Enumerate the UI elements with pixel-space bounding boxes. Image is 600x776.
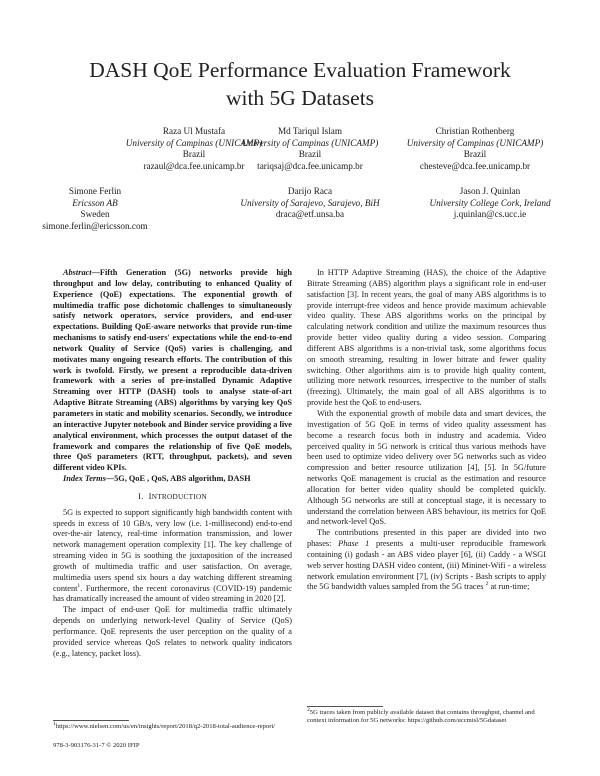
author-block [215,186,405,221]
footnote-2: $^2$5G traces taken from publicly available dataset that contains throughput, channel and context information for 5G networks: https://github.com/uccmisl/5Gdataset [307,706,535,725]
author-name: Md Tariqul Islam [277,126,342,136]
author-email: simone.ferlin@ericsson.com [42,220,148,231]
author-email: chesteve@dca.fee.unicamp.br [419,160,531,171]
footnote-1: $^1$https://www.nielsen.com/us/en/insights/report/2018/q2-2018-total-audience-report/ [53,720,276,730]
right-paragraph-1: In HTTP Adaptive Streaming (HAS), the choice of the Adaptive Bitrate Streaming (ABS) algorithm plays a significant role in end-user satisfaction [3]. In recent years, the goal of many ABS algorithms is to provide interrupt-free videos and hence provide maximum achievable video quality. These ABS algorithms works on the principal by calculating network condition and utilize the maximum resources thus provide better video quality during a video session. Comparing different ABS algorithms is a non-trivial task, some algorithms focus on smooth streaming, resulting in lower bitrate and fewer quality switching. Other algorithms aim is to provide high quality content, utilizing more network resources, irrespective to the number of stalls (freezing). Ultimately, the main goal of all ABS algorithms is to provide best the QoE to end-users. [307,268,546,408]
index-terms-label: Index Terms [63,474,106,484]
author-country: Brazil [463,149,487,160]
author-name: Christian Rothenberg [435,126,515,136]
author-email: razaul@dca.fee.unicamp.br [143,160,245,171]
author-affiliation: University College Cork, Ireland [429,197,551,208]
title-line-2: with 5G Datasets [225,86,375,110]
title-line-1: DASH QoE Performance Evaluation Framework [89,58,511,82]
author-email: tariqsaj@dca.fee.unicamp.br [257,160,363,171]
abstract-label: Abstract [63,268,92,277]
footnote-rule-right [307,706,383,707]
right-column [307,268,546,593]
author-affiliation: University of Campinas (UNICAMP) [406,137,544,148]
author-block [395,186,585,221]
author-name: Darijo Raca [287,186,333,196]
author-block [0,186,190,232]
intro-paragraph-2: The impact of end-user QoE for multimedia traffic ultimately depends on underlying network-level Quality of Service (QoS) performance. QoE represents the user perception on the quality of a provided service whereas QoS relates to network quality indicators (e.g., latency, packet loss). [53,605,292,658]
footnote-marker: 1 [77,582,81,589]
author-block [215,126,405,172]
author-affiliation: Ericsson AB [72,197,118,208]
author-country: Brazil [182,149,206,160]
copyright-line: 978-3-903176-31-7 © 2020 IFIP [53,742,140,749]
intro-paragraph-1: 5G is expected to support significantly high bandwidth content with speeds in excess of 10 GB/s, very low (i.e. 1-millisecond) end-to-end over-the-air latency, real-time information transmission, and lower network management operation complexity [1]. The key challenge of streaming video in 5G is soothing the juxtaposition of the increased growth of multimedia traffic and user satisfaction. On average, multimedia users spend six hours a day watching different streaming content$^1$. Furthermore, the recent coronavirus (COVID-19) pandemic has dramatically increased the amount of video streaming in 2020 [2]. [53,507,292,604]
abstract-text: —Fifth Generation (5G) networks provide high throughput and low delay, contributing to enhanced Quality of Experience (QoE) expectations. The exponential growth of multimedia traffic pose dichotomic challenges to simultaneously satisfy network operators, service providers, and end-user expectations. Building QoE-aware networks that provide run-time mechanisms to satisfy end-users' expectations while the end-to-end network Quality of Service (QoS) varies is challenging, and motivates many ongoing research efforts. The contribution of this work is twofold. Firstly, we present a reproducible data-driven framework with a series of pre-installed Dynamic Adaptive Streaming over HTTP (DASH) tools to analyse state-of-art Adaptive Bitrate Streaming (ABS) algorithms by varying key QoS parameters in static and mobility scenarios. Secondly, we introduce an interactive Jupyter notebook and Binder service providing a live analytical environment, which processes the output dataset of the framework and compares the relationship of five QoE models, three QoS parameters (RTT, throughput, packets), and seven different video KPIs. [53,268,292,473]
right-paragraph-2: With the exponential growth of mobile data and smart devices, the investigation of 5G QoE in terms of video quality assessment has become a research focus both in industry and academia. Video perceived quality in 5G network is critical thus various methods have been used to optimize video delivery over 5G networks such as video compression and better resource utilization [4], [5]. In 5G/future networks QoE management is crucial as the estimation and resource allocation for better video quality should be completed quickly. Although 5G networks are still at conceptual stage, it is necessary to understand the correlation between ABS behaviour, its metrics for QoE and network-level QoS. [307,408,546,527]
paper-title [40,56,560,112]
author-name: Simone Ferlin [68,186,122,196]
abstract [53,268,292,474]
author-country: Brazil [298,149,322,160]
index-terms [53,474,292,485]
section-heading-introduction: I. INTRODUCTION [138,490,207,501]
left-column [53,268,292,660]
author-name: Raza Ul Mustafa [162,126,226,136]
author-block [380,126,570,172]
author-affiliation: University of Sarajevo, Sarajevo, BiH [240,197,380,208]
author-affiliation: University of Campinas (UNICAMP) [241,137,379,148]
author-name: Jason J. Quinlan [459,186,521,196]
footnote-marker: 2 [485,581,489,588]
author-country: Sweden [80,209,110,220]
author-email: j.quinlan@cs.ucc.ie [453,209,527,220]
author-email: draca@etf.unsa.ba [275,209,345,220]
right-paragraph-3: The contributions presented in this paper are divided into two phases: Phase 1 presents a multi-user reproducible framework containing (i) godash - an ABS video player [6], (ii) Caddy - a WSGI web server hosting DASH video content, (iii) Mininet-Wifi - a wireless network emulation environment [7], (iv) Scripts - Bash scripts to apply the 5G bandwidth values sampled from the 5G traces $^2$ at run-time; [307,528,547,592]
index-terms-text: —5G, QoE , QoS, ABS algorithm, DASH [105,474,251,484]
footnote-rule-left [53,720,129,721]
author-affiliation: University of Campinas (UNICAMP) [125,137,263,148]
